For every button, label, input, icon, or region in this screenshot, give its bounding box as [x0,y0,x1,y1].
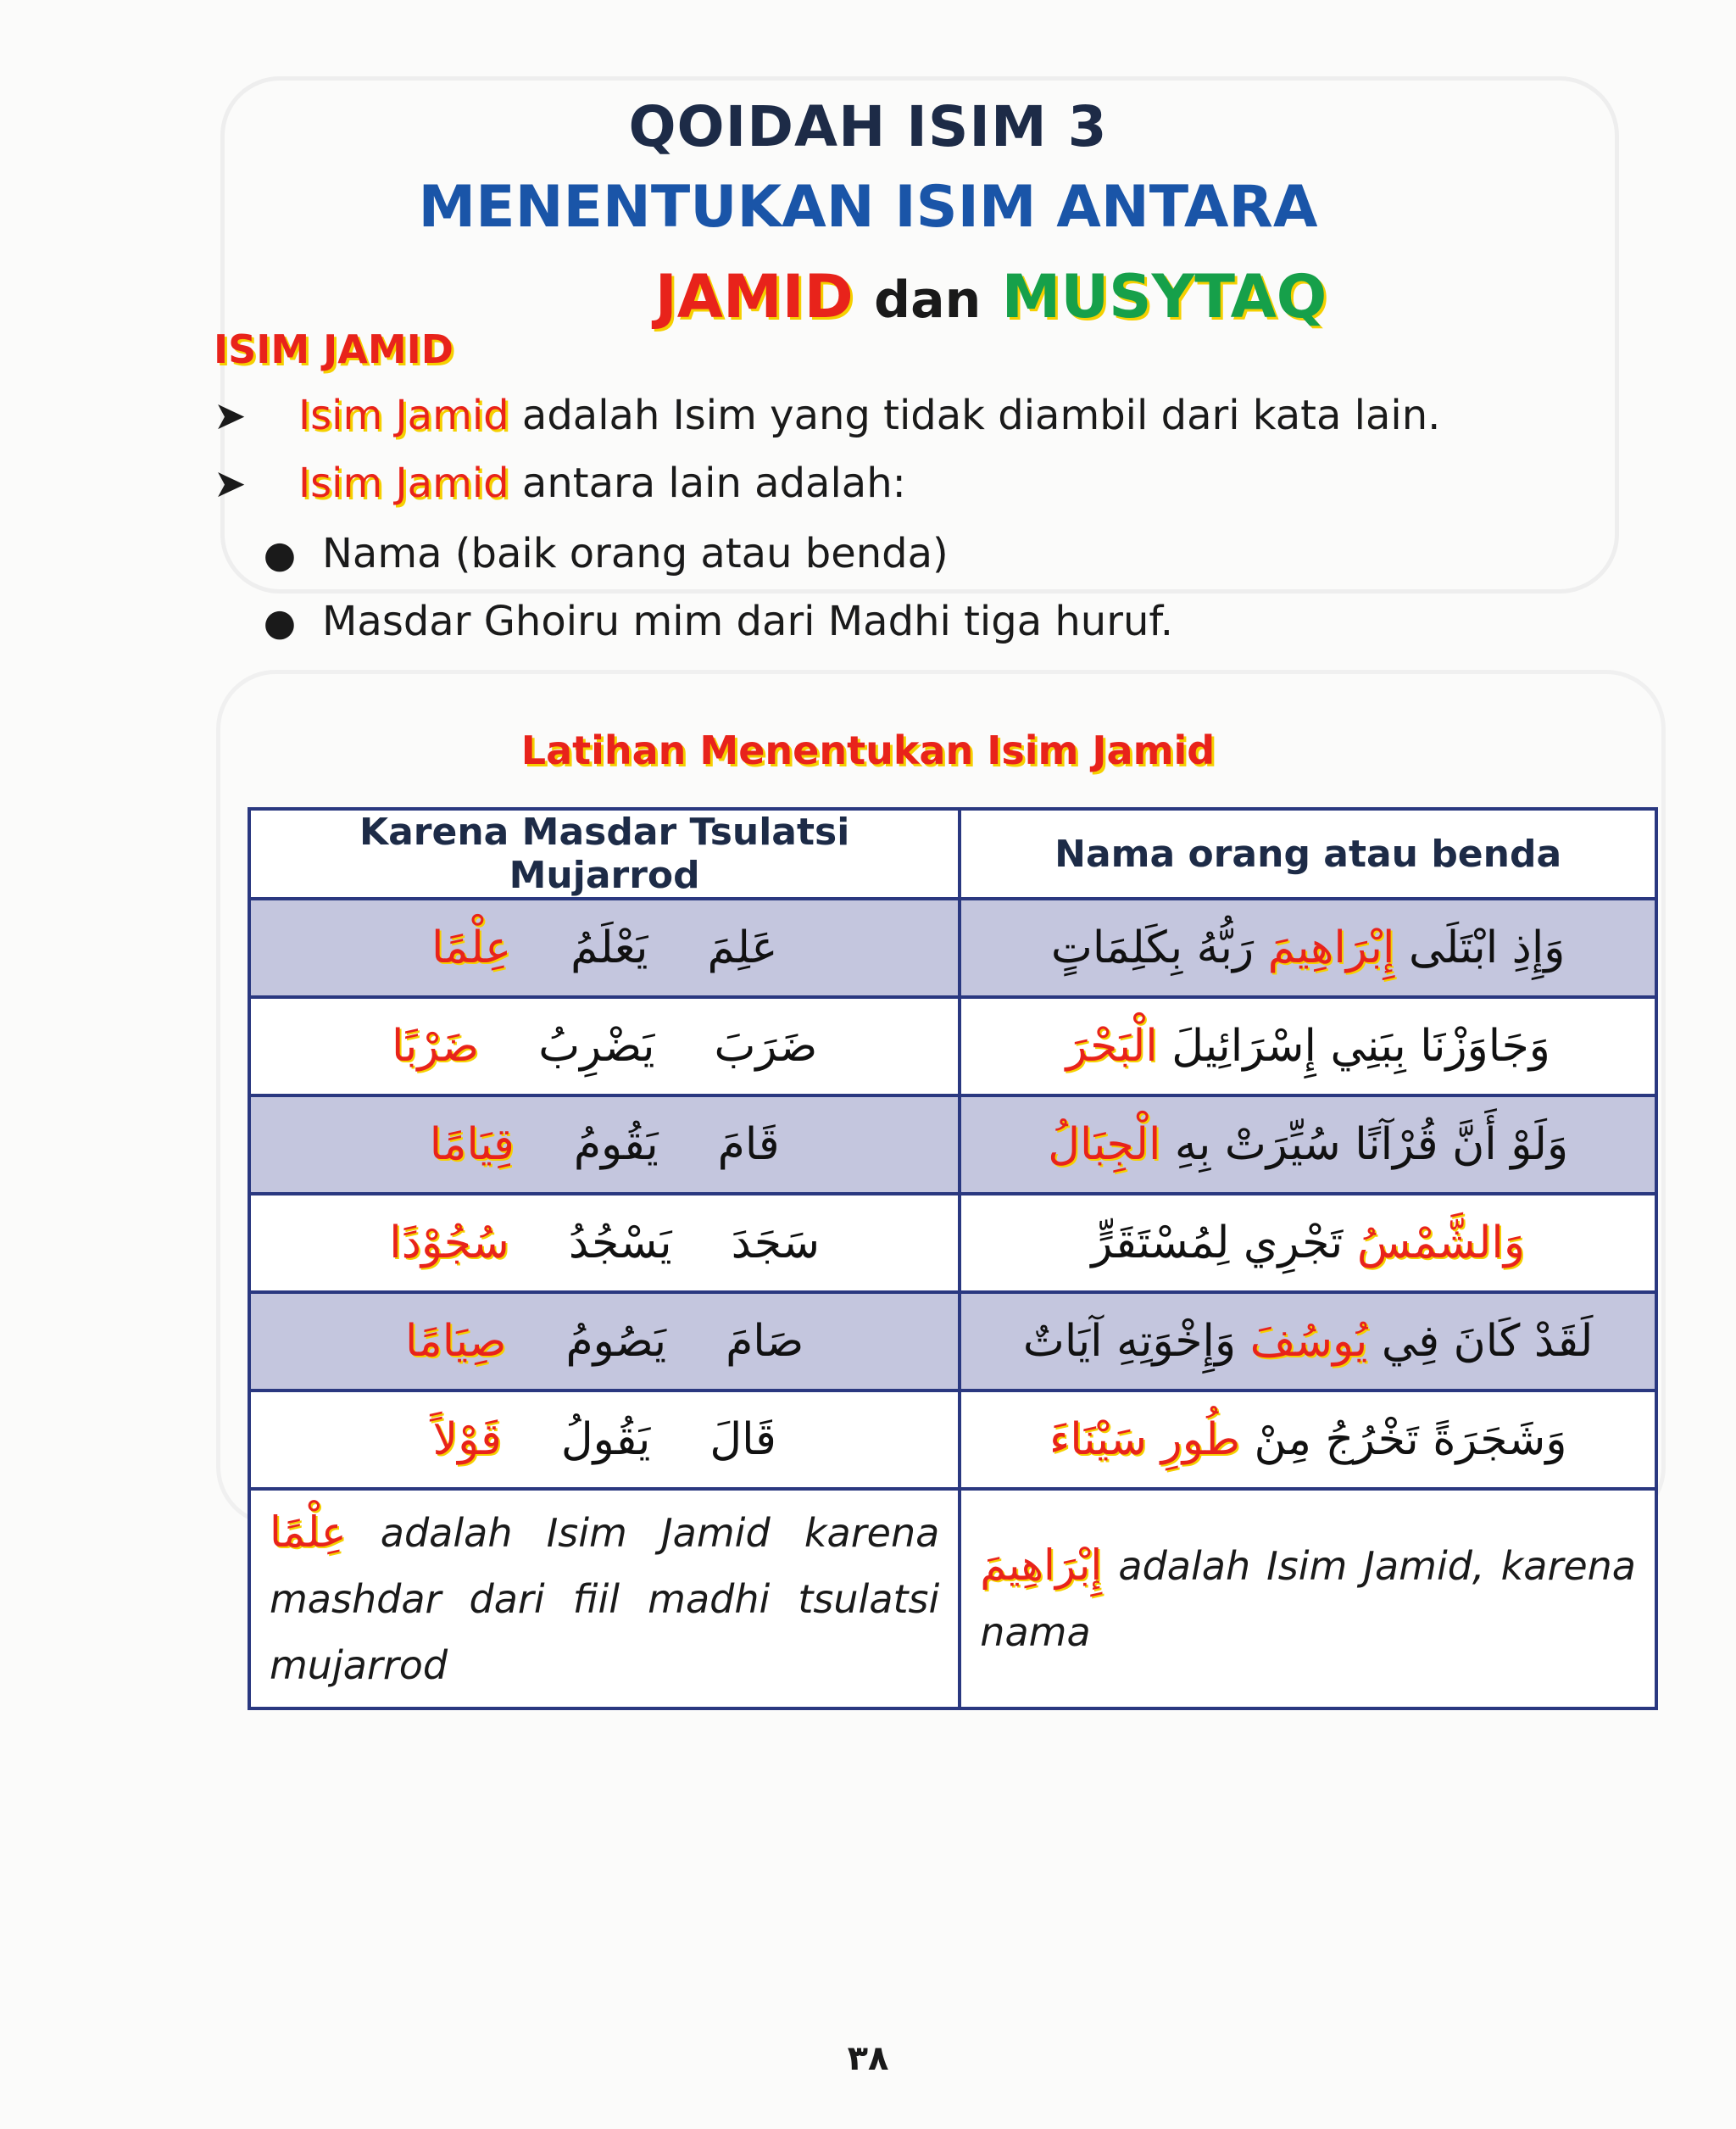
bullet-icon: ● [263,533,297,577]
verb-masdar: قَوْلاً [432,1414,502,1465]
verb-madhi: قَامَ [717,1119,780,1170]
point-2 [214,460,906,507]
title-line-2: MENENTUKAN ISIM ANTARA [418,174,1318,241]
note-left-text: adalah Isim Jamid karena mashdar dari fiil madhi tsulatsi mujarrod [270,1510,940,1688]
verb-masdar: عِلْمًا [431,922,512,973]
verse-text: تَجْرِي لِمُسْتَقَرٍّ [1091,1218,1357,1268]
point-1 [214,392,1440,439]
verse-text: وَإِخْوَتِهِ آيَاتٌ [1022,1316,1250,1367]
verb-masdar: ضَرْبًا [392,1021,480,1072]
verb-mudhori: يَضْرِبُ [538,1021,655,1072]
bullet-1-text: Nama (baik orang atau benda) [322,530,949,577]
title-musytaq: MUSYTAQ [1001,262,1327,332]
verb-masdar: سُجُوْدًا [389,1218,509,1268]
verse-highlight: وَالشَّمْسُ [1356,1218,1525,1268]
bullet-2-text: Masdar Ghoiru mim dari Madhi tiga huruf. [322,598,1174,645]
note-left [249,1489,960,1708]
verb-mudhori: يَقُومُ [573,1119,659,1170]
table-row [249,1095,1656,1194]
bullet-2 [237,598,1173,645]
point-1-highlight: Isim Jamid [298,392,509,439]
title-dan: dan [874,270,982,330]
verse-text: وَلَوْ أَنَّ قُرْآنًا سُيِّرَتْ بِهِ [1160,1119,1569,1170]
verse-highlight: إِبْرَاهِيمَ [1267,922,1395,973]
title-line-1: QOIDAH ISIM 3 [628,94,1108,159]
table-title: Latihan Menentukan Isim Jamid [520,727,1216,773]
verb-mudhori: يَعْلَمُ [570,922,648,973]
exercise-table [248,807,1658,1710]
verb-mudhori: يَصُومُ [565,1316,667,1367]
point-2-highlight: Isim Jamid [298,460,509,507]
verb-mudhori: يَسْجُدُ [568,1218,672,1268]
page-title [0,89,1736,347]
verb-masdar: قِيَامًا [429,1119,515,1170]
point-2-text: antara lain adalah: [509,460,906,507]
verb-madhi: سَجَدَ [731,1218,821,1268]
verb-madhi: صَامَ [726,1316,804,1367]
section-heading: ISIM JAMID [214,326,453,372]
table-row [249,1194,1656,1292]
table-row-notes [249,1489,1656,1708]
verse-text: رَبُّهُ بِكَلِمَاتٍ [1050,922,1268,973]
table-header-right: Nama orang atau benda [960,809,1656,899]
verse-highlight: الْجِبَالُ [1048,1119,1161,1170]
verse-text: وَجَاوَزْنَا بِبَنِي إِسْرَائِيلَ [1157,1021,1550,1072]
verb-madhi: قَالَ [709,1414,776,1465]
title-line-3 [246,250,1736,347]
verse-text: لَقَدْ كَانَ فِي [1367,1316,1594,1367]
verb-mudhori: يَقُولُ [560,1414,651,1465]
verse-text: وَإِذِ ابْتَلَى [1394,922,1566,973]
verb-masdar: صِيَامًا [405,1316,507,1367]
verb-madhi: ضَرَبَ [714,1021,818,1072]
bullet-1 [237,530,949,577]
table-row [249,997,1656,1095]
verse-highlight: طُورِ سَيْنَاءَ [1049,1414,1240,1465]
note-right [960,1489,1656,1708]
table-row [249,1391,1656,1489]
note-left-arabic: عِلْمًا [270,1508,347,1557]
verse-text: وَشَجَرَةً تَخْرُجُ مِنْ [1239,1414,1567,1465]
arrow-icon: ➤ [214,460,247,506]
verse-highlight: يُوسُفَ [1249,1316,1368,1367]
title-jamid: JAMID [654,262,854,332]
table-row [249,899,1656,997]
arrow-icon: ➤ [214,393,247,438]
note-right-text: adalah Isim Jamid, karena nama [980,1543,1636,1655]
verb-madhi: عَلِمَ [707,922,778,973]
table-header-left: Karena Masdar Tsulatsi Mujarrod [249,809,960,899]
note-right-arabic: إِبْرَاهِيمَ [980,1541,1103,1590]
point-1-text: adalah Isim yang tidak diambil dari kata lain. [509,392,1441,439]
bullet-icon: ● [263,601,297,644]
page-number: ٣٨ [847,2039,889,2078]
verse-highlight: الْبَحْرَ [1066,1021,1158,1072]
table-row [249,1292,1656,1391]
